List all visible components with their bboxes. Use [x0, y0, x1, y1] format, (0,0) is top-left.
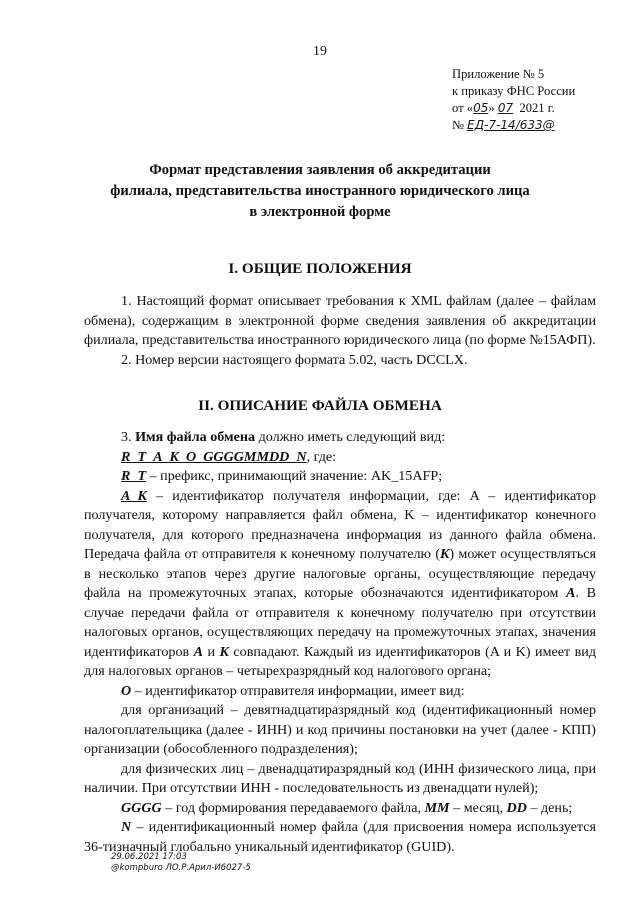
footer-timestamp: 29.06.2021 17:03 — [111, 852, 187, 862]
footer-signature: @kompburo ЛО.Р.Арил-И6027-5 — [111, 863, 251, 873]
section-2-body — [84, 428, 596, 857]
document-title — [0, 160, 640, 223]
paragraph-1: 1. Настоящий формат описывает требования к XML файлам (далее – файлам обмена), содержащим в электронной форме сведения заявления об аккредитации филиала, представительства иностранного юридического лица (по форме №15АФП). — [84, 293, 596, 348]
sender-definition: O – идентификатор отправителя информации, имеет вид: — [121, 682, 465, 699]
footer-stamp — [111, 852, 251, 874]
handwritten-day: 05 — [473, 101, 489, 115]
file-name-pattern: R_T_A_K_O_GGGGMMDD_N, где: — [121, 448, 337, 465]
prefix-definition: R_T – префикс, принимающий значение: AK_15AFP; — [121, 468, 443, 484]
appendix-block — [452, 66, 575, 134]
paragraph-3: 3. Имя файла обмена должно иметь следующий вид: — [121, 429, 446, 445]
handwritten-month: 07 — [497, 101, 514, 115]
appendix-date: от «05» 07 2021 г. — [452, 101, 555, 115]
title-line-2: филиала, представительства иностранного юридического лица — [110, 183, 530, 199]
individual-definition: для физических лиц – двенадцатиразрядный код (ИНН физического лица, при наличии. При отсутствии ИНН - последовательность из двенадцати нулей); — [84, 760, 596, 796]
section-1-heading: I. ОБЩИЕ ПОЛОЖЕНИЯ — [228, 260, 412, 277]
page-number: 19 — [313, 44, 327, 59]
section-1-body — [84, 292, 596, 370]
organization-definition: для организаций – девятнадцатиразрядный код (идентификационный номер налогоплательщика (далее - ИНН) и код причины постановки на учет (далее - КПП) организации (обособленного подразделения); — [84, 702, 596, 757]
section-2-heading: II. ОПИСАНИЕ ФАЙЛА ОБМЕНА — [198, 397, 442, 414]
date-definition: GGGG – год формирования передаваемого файла, MM – месяц, DD – день; — [121, 799, 573, 816]
paragraph-2: 2. Номер версии настоящего формата 5.02, часть DCCLX. — [121, 351, 468, 368]
recipient-definition: A_K – идентификатор получателя информации, где: A – идентификатор получателя, которому направляется файл обмена, K – идентификатор конечного получателя, для которого предназначена информация из данного файла обмена. Передача файла от отправителя к конечному получателю (K) может осуществляться в несколько этапов через другие налоговые органы, осуществляющие передачу файла на промежуточных этапах, которые обозначаются идентификатором A. В случае передачи файла от отправителя к конечному получателю при отсутствии налоговых органов, осуществляющих передачу на промежуточных этапах, значения идентификаторов A и K совпадают. Каждый из идентификаторов (A и K) имеет вид для налоговых органов – четырехразрядный код налогового органа; — [84, 487, 596, 679]
title-line-1: Формат представления заявления об аккредитации — [149, 162, 491, 178]
appendix-title: Приложение № 5 — [452, 67, 545, 81]
title-line-3: в электронной форме — [249, 204, 391, 220]
handwritten-number: ЕД-7-14/633@ — [467, 118, 555, 132]
appendix-order: к приказу ФНС России — [452, 84, 576, 98]
file-number-definition: N – идентификационный номер файла (для присвоения номера используется 36-тизначный глобально уникальный идентификатор (GUID). — [84, 819, 596, 855]
appendix-number: № ЕД-7-14/633@ — [452, 118, 555, 132]
